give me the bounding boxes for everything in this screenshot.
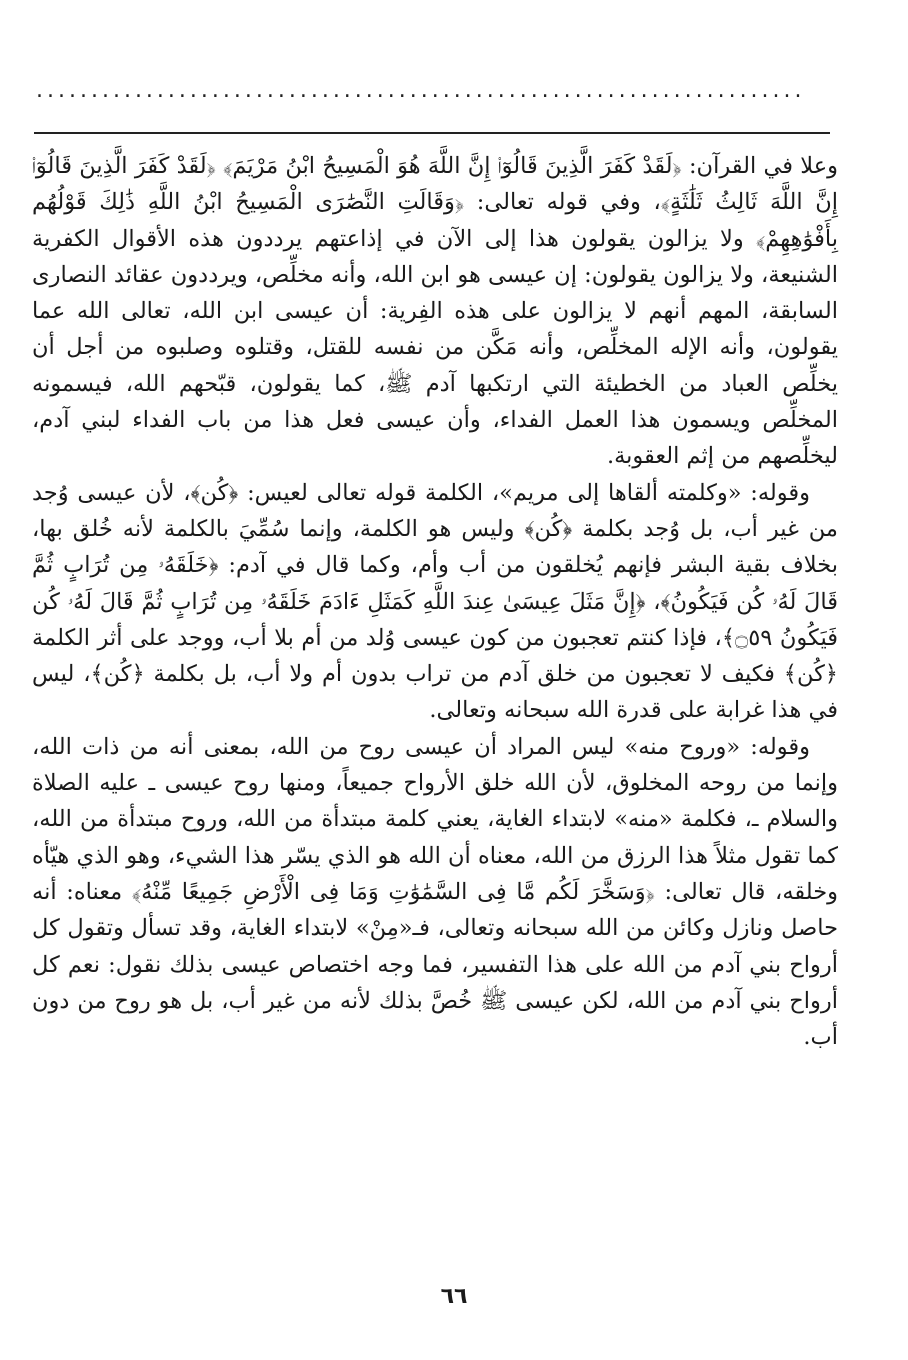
header-dotted-line: ......................................................................: [36, 78, 806, 103]
page-number: ٦٦: [440, 1284, 468, 1309]
header-rule: [34, 132, 830, 134]
paragraph-2: وقوله: «وكلمته ألقاها إلى مريم»، الكلمة قوله تعالى لعيس: ﴿كُن﴾، لأن عيسى وُجد من غير أب، بل وُجد بكلمة ﴿كُن﴾ وليس هو الكلمة، وإنما سُمِّيَ بالكلمة لأنه خُلق بها، بخلاف بقية البشر فإنهم يُخلقون من أب وأم، وكما قال في آدم: ﴿خَلَقَهُۥ مِن تُرَابٍ ثُمَّ قَالَ لَهُۥ كُن فَيَكُونُ﴾، ﴿إِنَّ مَثَلَ عِيسَىٰ عِندَ اللَّهِ كَمَثَلِ ءَادَمَ خَلَقَهُۥ مِن تُرَابٍ ثُمَّ قَالَ لَهُۥ كُن فَيَكُونُ ۝٥٩﴾، فإذا كنتم تعجبون من كون عيسى وُلد من أم بلا أب، ووجد على أثر الكلمة ﴿كُن﴾ فكيف لا تعجبون من خلق آدم من تراب بدون أم ولا أب، بل بكلمة ﴿كُن﴾، ليس في هذا غرابة على قدرة الله سبحانه وتعالى.: [32, 479, 838, 724]
paragraph-1: وعلا في القرآن: ﴿لَقَدْ كَفَرَ الَّذِينَ قَالُوٓا۟ إِنَّ اللَّهَ هُوَ الْمَسِيحُ ابْنُ مَرْيَمَ﴾ ﴿لَقَدْ كَفَرَ الَّذِينَ قَالُوٓا۟ إِنَّ اللَّهَ ثَالِثُ ثَلَٰثَةٍ﴾، وفي قوله تعالى: ﴿وَقَالَتِ النَّصَٰرَى الْمَسِيحُ ابْنُ اللَّهِ ذَٰلِكَ قَوْلُهُم بِأَفْوَٰهِهِمْ﴾ ولا يزالون يقولون هذا إلى الآن في إذاعتهم يرددون هذه الأقوال الكفرية الشنيعة، ولا يزالون يقولون: إن عيسى هو ابن الله، وأنه مخلِّص، ويرددون عقائد النصارى السابقة، المهم أنهم لا يزالون على هذه الفِرية: أن عيسى ابن الله، تعالى الله عما يقولون، وأنه الإله المخلِّص، وأنه مَكَّن من نفسه للقتل، وقتلوه وصلبوه من أجل أن يخلِّص العباد من الخطيئة التي ارتكبها آدم ﷺ، كما يقولون، قبّحهم الله، فيسمونه المخلِّص ويسمون هذا العمل الفداء، وأن عيسى فعل هذا من باب الفداء لبني آدم، ليخلِّصهم من إثم العقوبة.: [32, 153, 838, 470]
paragraph-3: وقوله: «وروح منه» ليس المراد أن عيسى روح من الله، بمعنى أنه من ذات الله، وإنما من روحه المخلوق، لأن الله خلق الأرواح جميعاً، ومنها روح عيسى ـ عليه الصلاة والسلام ـ، فكلمة «منه» لابتداء الغاية، يعني كلمة مبتدأة من الله، وروح مبتدأة من الله، كما تقول مثلاً هذا الرزق من الله، معناه أن الله هو الذي يسّر هذا الشيء، وهو الذي هيّأه وخلقه، قال تعالى: ﴿وَسَخَّرَ لَكُم مَّا فِى السَّمَٰوَٰتِ وَمَا فِى الْأَرْضِ جَمِيعًا مِّنْهُ﴾ معناه: أنه حاصل ونازل وكائن من الله سبحانه وتعالى، فـ«مِنْ» لابتداء الغاية، وقد تسأل وتقول كل أرواح بني آدم من الله على هذا التفسير، فما وجه اختصاص عيسى بذلك نقول: نعم كل أرواح بني آدم من الله، لكن عيسى ﷺ خُصَّ بذلك لأنه من غير أب، بل هو روح من دون أب.: [32, 733, 838, 1051]
body-text: [32, 148, 838, 1055]
